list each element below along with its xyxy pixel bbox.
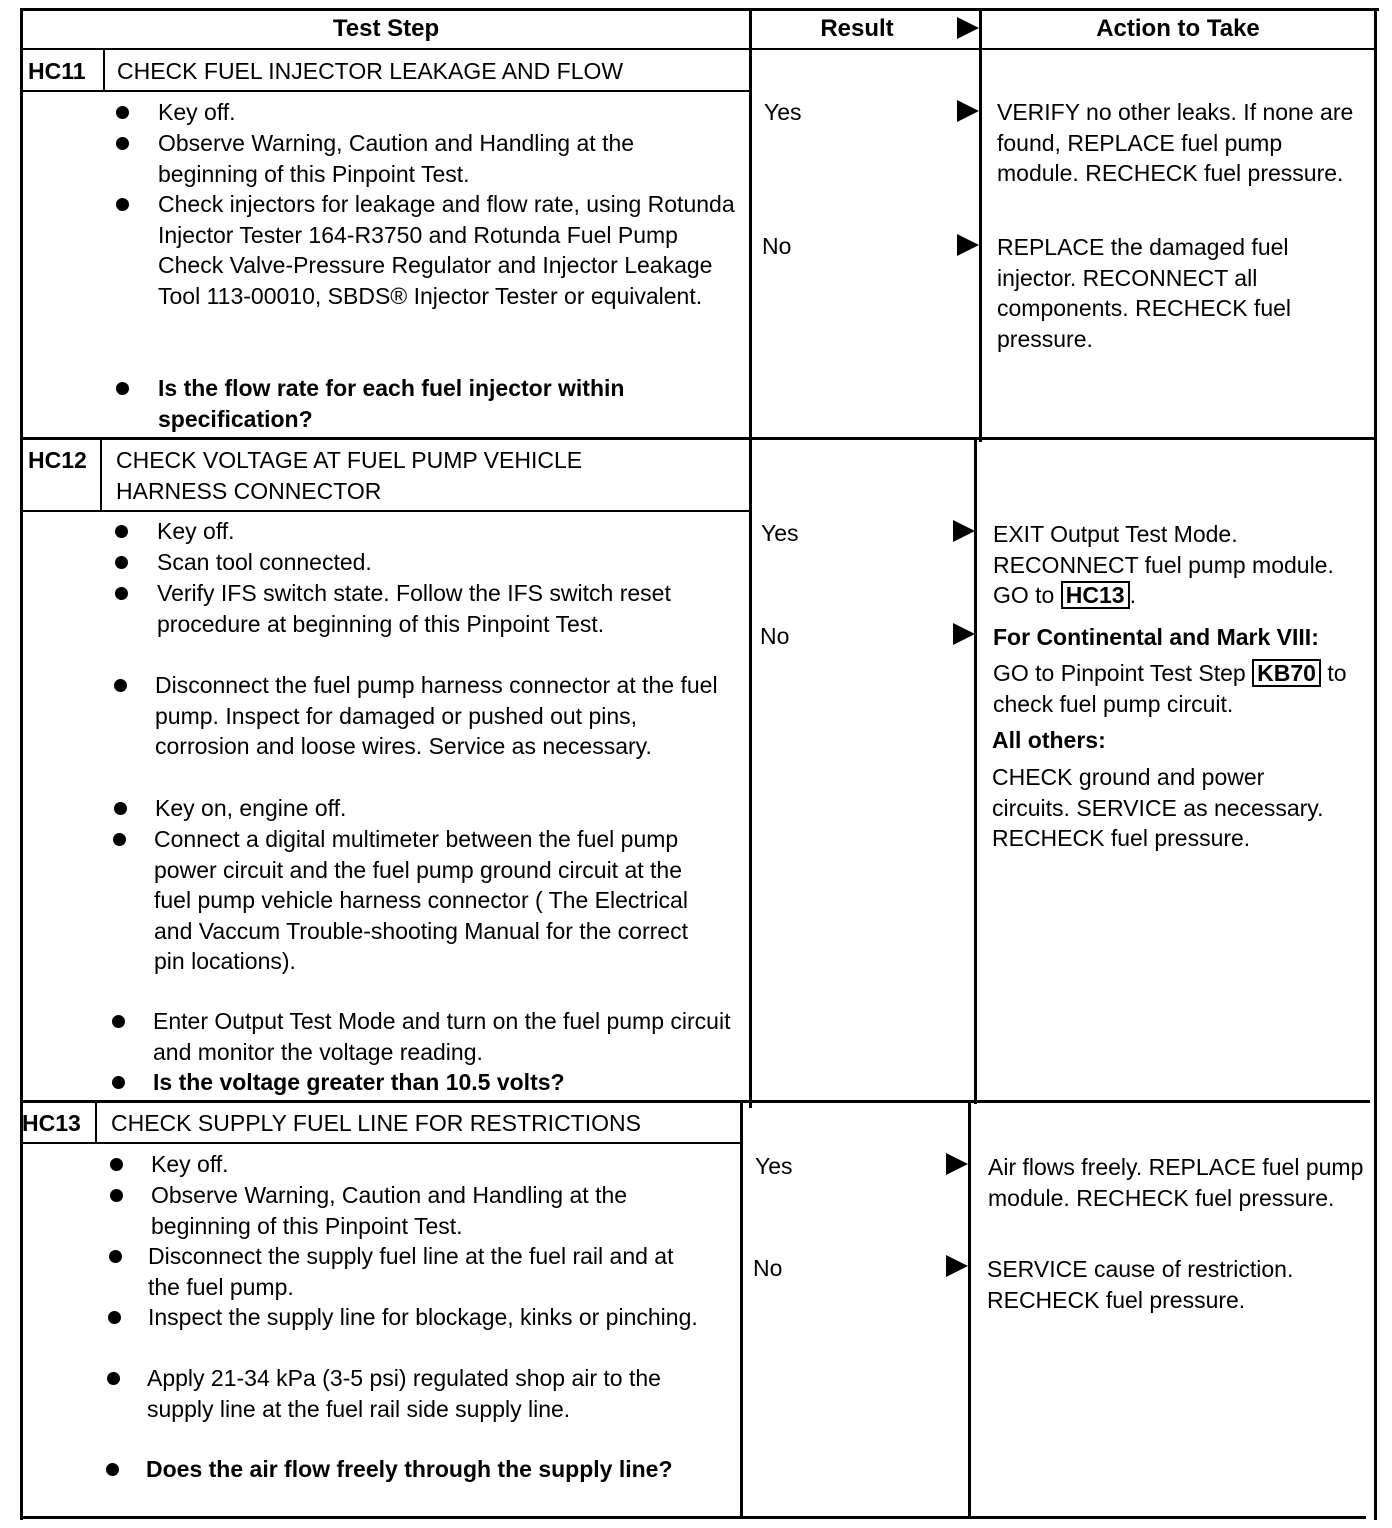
step-code-hc13: HC13	[22, 1110, 81, 1136]
bullet-icon	[109, 1250, 122, 1263]
hc12-bullet-8: Is the voltage greater than 10.5 volts?	[153, 1069, 565, 1095]
bullet-icon	[116, 198, 129, 211]
hc12-bullet-5: Key on, engine off.	[155, 795, 347, 821]
border-right	[1374, 8, 1377, 1520]
code-divider-hc13	[95, 1103, 97, 1143]
hc13-result-yes: Yes	[755, 1153, 793, 1179]
result-arrow-icon	[953, 520, 975, 542]
bullet-icon	[116, 382, 129, 395]
header-test-step: Test Step	[332, 15, 440, 42]
step-title-hc12: CHECK VOLTAGE AT FUEL PUMP VEHICLE HARNESS CONNECTOR	[116, 447, 583, 504]
result-arrow-icon	[953, 623, 975, 645]
bullet-icon	[106, 1463, 119, 1476]
hc12-result-yes: Yes	[761, 520, 799, 546]
result-arrow-icon	[946, 1153, 968, 1175]
step-title-hc13: CHECK SUPPLY FUEL LINE FOR RESTRICTIONS	[111, 1110, 641, 1136]
step-title-hc11: CHECK FUEL INJECTOR LEAKAGE AND FLOW	[117, 58, 624, 84]
hc12-bullet-2: Scan tool connected.	[157, 549, 372, 575]
hc13-step-link[interactable]: HC13	[1061, 581, 1130, 609]
hc12-action-yes	[993, 519, 1368, 611]
hc13-result-no: No	[753, 1255, 783, 1281]
hc13-bullet-1: Key off.	[151, 1151, 229, 1177]
code-divider-hc11	[103, 50, 105, 91]
code-divider-hc12	[100, 440, 102, 511]
hc11-bullet-4: Is the flow rate for each fuel injector within specification?	[158, 375, 625, 432]
bullet-icon	[112, 1015, 125, 1028]
hc13-action-yes: Air flows freely. REPLACE fuel pump module. RECHECK fuel pressure.	[988, 1154, 1364, 1211]
result-arrow-icon	[957, 234, 979, 256]
col-divider-2c	[968, 1102, 971, 1519]
hc11-bullet-2: Observe Warning, Caution and Handling at the beginning of this Pinpoint Test.	[158, 130, 635, 187]
bullet-icon	[115, 525, 128, 538]
hc12-bullet-3: Verify IFS switch state. Follow the IFS switch reset procedure at beginning of this Pinpoint Test.	[157, 580, 671, 637]
hc12-bullet-6: Connect a digital multimeter between the fuel pump power circuit and the fuel pump ground circuit at the fuel pump vehicle harness connector ( The Electrical and Vaccum Trouble-shooting Manual for the correct pin locations).	[154, 826, 688, 975]
hc12-action-no-2: CHECK ground and power circuits. SERVICE as necessary. RECHECK fuel pressure.	[992, 764, 1324, 852]
hc12-result-no: No	[760, 623, 790, 649]
kb70-step-link[interactable]: KB70	[1252, 659, 1321, 687]
title-divider-hc11	[20, 90, 751, 92]
bullet-icon	[110, 1158, 123, 1171]
hc13-bullet-2: Observe Warning, Caution and Handling at the beginning of this Pinpoint Test.	[151, 1182, 628, 1239]
hc12-bullet-7: Enter Output Test Mode and turn on the fuel pump circuit and monitor the voltage reading.	[153, 1008, 731, 1065]
bullet-icon	[114, 802, 127, 815]
title-divider-hc12	[20, 510, 751, 512]
hc12-bullet-1: Key off.	[157, 518, 235, 544]
step-code-hc11: HC11	[28, 58, 86, 84]
hc11-result-yes: Yes	[764, 99, 802, 125]
hc12-action-no-1	[993, 658, 1371, 719]
result-arrow-icon	[957, 100, 979, 122]
hc13-bullet-3: Disconnect the supply fuel line at the fuel rail and at the fuel pump.	[148, 1243, 674, 1300]
bullet-icon	[116, 106, 129, 119]
hc12-action-yes-suffix: .	[1129, 582, 1136, 609]
bullet-icon	[110, 1189, 123, 1202]
bullet-icon	[113, 833, 126, 846]
header-action: Action to Take	[1096, 15, 1260, 42]
hc11-action-yes: VERIFY no other leaks. If none are found, REPLACE fuel pump module. RECHECK fuel pressure.	[997, 99, 1354, 187]
hc12-no-heading-1: For Continental and Mark VIII:	[993, 624, 1319, 650]
hc12-bullet-4: Disconnect the fuel pump harness connector at the fuel pump. Inspect for damaged or pushed out pins, corrosion and loose wires. Service as necessary.	[155, 672, 718, 760]
border-top	[22, 8, 1379, 11]
hc13-action-no: SERVICE cause of restriction. RECHECK fuel pressure.	[987, 1256, 1294, 1313]
bullet-icon	[115, 556, 128, 569]
bullet-icon	[108, 1311, 121, 1324]
header-arrow-icon	[957, 17, 979, 39]
border-left	[20, 8, 23, 1520]
hc11-action-no: REPLACE the damaged fuel injector. RECONNECT all components. RECHECK fuel pressure.	[997, 234, 1292, 352]
bullet-icon	[114, 679, 127, 692]
bullet-icon	[116, 137, 129, 150]
row-divider-2	[20, 1100, 1370, 1103]
header-divider	[20, 48, 1377, 50]
bullet-icon	[112, 1076, 125, 1089]
col-divider-1b	[740, 1103, 743, 1519]
hc13-bullet-5: Apply 21-34 kPa (3-5 psi) regulated shop air to the supply line at the fuel rail side supply line.	[147, 1365, 661, 1422]
hc12-action-no-1-text: GO to Pinpoint Test Step	[993, 660, 1246, 686]
bullet-icon	[107, 1372, 120, 1385]
hc12-action-no-1-suffix: to check fuel pump circuit.	[993, 660, 1347, 717]
col-divider-1	[749, 8, 752, 1108]
bullet-icon	[115, 587, 128, 600]
header-result: Result	[820, 15, 894, 42]
col-divider-2	[979, 8, 982, 442]
result-arrow-icon	[946, 1255, 968, 1277]
hc11-result-no: No	[762, 233, 792, 259]
hc12-action-yes-text: EXIT Output Test Mode. RECONNECT fuel pump module. GO to	[993, 521, 1334, 609]
hc11-bullet-1: Key off.	[158, 99, 236, 125]
hc13-bullet-4: Inspect the supply line for blockage, kinks or pinching.	[148, 1304, 698, 1330]
hc13-bullet-6: Does the air flow freely through the supply line?	[146, 1456, 673, 1482]
hc12-no-heading-2: All others:	[992, 727, 1106, 753]
hc11-bullet-3: Check injectors for leakage and flow rate, using Rotunda Injector Tester 164-R3750 and Rotunda Fuel Pump Check Valve-Pressure Regulator and Injector Leakage Tool 113-00010, SBDS® Injector Tester or equivalent.	[158, 191, 735, 309]
border-bottom	[20, 1516, 1366, 1519]
title-divider-hc13	[20, 1142, 742, 1144]
row-divider-1	[20, 437, 1377, 440]
step-code-hc12: HC12	[28, 447, 87, 473]
